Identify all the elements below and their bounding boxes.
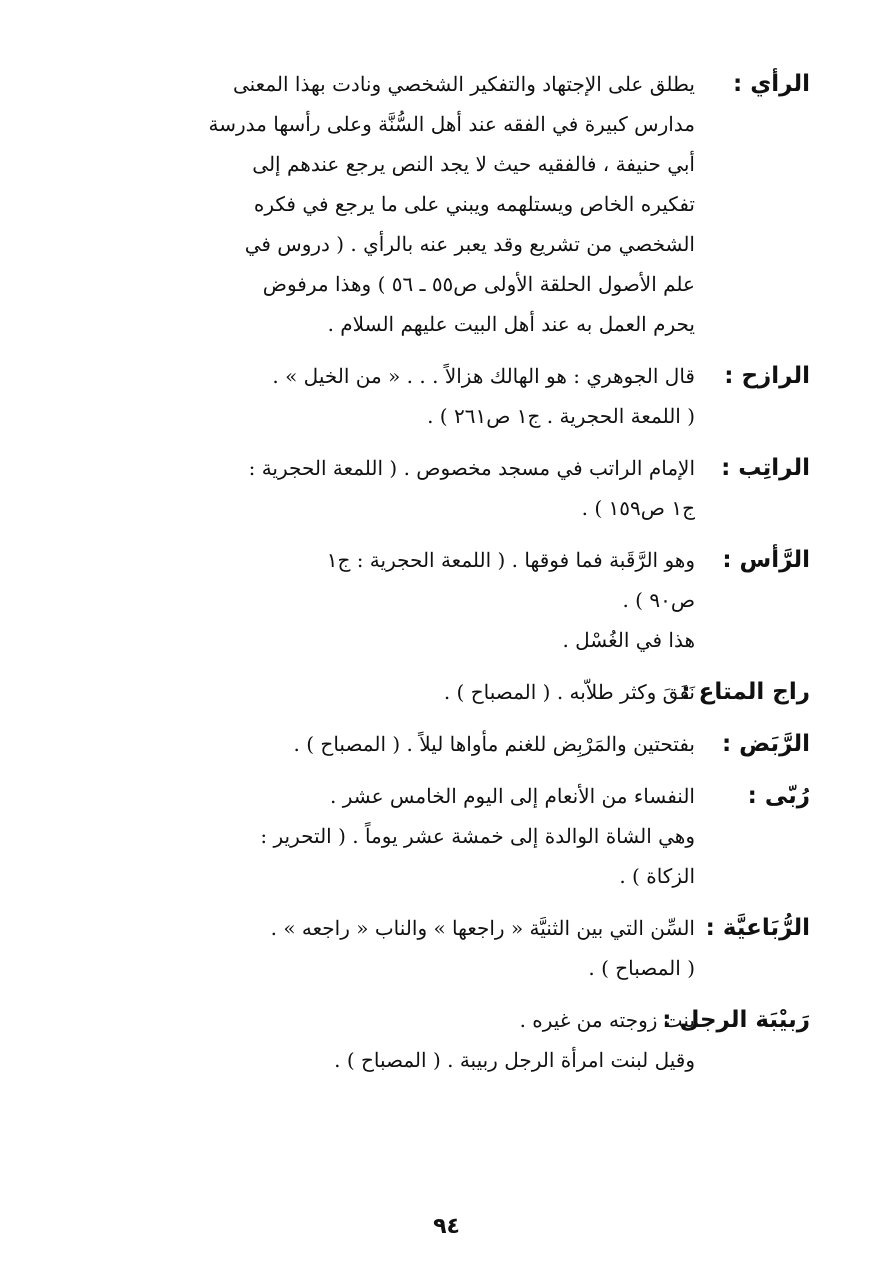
definition-line: ص٩٠ ) . <box>622 588 695 612</box>
entry-definition <box>80 64 695 344</box>
definition-line: النفساء من الأنعام إلى اليوم الخامس عشر . <box>330 784 695 808</box>
entry-rubba <box>80 776 810 896</box>
entry-term: الرَّبَض : <box>721 731 810 757</box>
definition-line: الإمام الراتب في مسجد مخصوص . ( اللمعة الحجرية : <box>248 456 695 480</box>
definition-line: وقيل لبنت امرأة الرجل ربيبة . ( المصباح ) . <box>334 1048 695 1072</box>
entry-al-rabad <box>80 724 810 764</box>
page-number: ٩٤ <box>433 1214 460 1239</box>
entry-raj-al-mataa <box>80 672 810 712</box>
definition-line: السِّن التي بين الثنيَّة « راجعها » والناب « راجعه » . <box>270 916 695 940</box>
definition-line: ج١ ص١٥٩ ) . <box>581 496 695 520</box>
entry-term: الرازح : <box>724 363 810 389</box>
definition-line: يحرم العمل به عند أهل البيت عليهم السلام . <box>327 312 695 336</box>
definition-line: وهي الشاة الوالدة إلى خمشة عشر يوماً . ( التحرير : <box>260 824 695 848</box>
entry-definition <box>80 672 695 712</box>
entry-definition <box>80 356 695 436</box>
entry-rabibat-al-rajul <box>80 1000 810 1080</box>
definition-line: الزكاة ) . <box>619 864 695 888</box>
definition-line: قال الجوهري : هو الهالك هزالاً . . . « من الخيل » . <box>272 364 695 388</box>
entry-al-rubaiyya <box>80 908 810 988</box>
definition-line: بنت زوجته من غيره . <box>519 1008 695 1032</box>
entry-definition <box>80 776 695 896</box>
entry-term: الرُّبَاعيَّة : <box>705 915 810 941</box>
definition-line: هذا في الغُسْل . <box>562 628 695 652</box>
definition-line: يطلق على الإجتهاد والتفكير الشخصي ونادت بهذا المعنى <box>232 72 695 96</box>
dictionary-page <box>80 64 810 1092</box>
definition-line: الشخصي من تشريع وقد يعبر عنه بالرأي . ( دروس في <box>244 232 695 256</box>
definition-line: أبي حنيفة ، فالفقيه حيث لا يجد النص يرجع عندهم إلى <box>252 152 695 176</box>
entry-term: الرَّأس : <box>722 547 810 573</box>
definition-line: بفتحتين والمَرْبِض للغنم مأواها ليلاً . ( المصباح ) . <box>293 732 695 756</box>
entry-definition <box>80 908 695 988</box>
definition-line: وهو الرَّقَبة فما فوقها . ( اللمعة الحجرية : ج١ <box>326 548 695 572</box>
entry-definition <box>80 724 695 764</box>
entry-term: راج المتاع : <box>681 679 810 705</box>
entry-definition <box>80 540 695 660</box>
entry-definition <box>80 448 695 528</box>
entry-definition <box>80 1000 695 1080</box>
definition-line: علم الأصول الحلقة الأولى ص٥٥ ـ ٥٦ ) وهذا مرفوض <box>262 272 695 296</box>
entry-term: الرأي : <box>733 71 810 97</box>
entry-term: الراتِب : <box>721 455 810 481</box>
entry-term: رَبيْبَة الرجل : <box>662 1007 810 1033</box>
definition-line: تفكيره الخاص ويستلهمه ويبني على ما يرجع في فكره <box>253 192 695 216</box>
definition-line: نَفَقَ وكثر طلاّبه . ( المصباح ) . <box>443 680 695 704</box>
entry-al-ras <box>80 540 810 660</box>
definition-line: ( المصباح ) . <box>588 956 695 980</box>
entry-al-razih <box>80 356 810 436</box>
definition-line: مدارس كبيرة في الفقه عند أهل السُّنَّة وعلى رأسها مدرسة <box>208 112 695 136</box>
entry-term: رُبّى : <box>747 783 810 809</box>
definition-line: ( اللمعة الحجرية . ج١ ص٢٦١ ) . <box>427 404 695 428</box>
entry-al-ratib <box>80 448 810 528</box>
entry-al-ray <box>80 64 810 344</box>
